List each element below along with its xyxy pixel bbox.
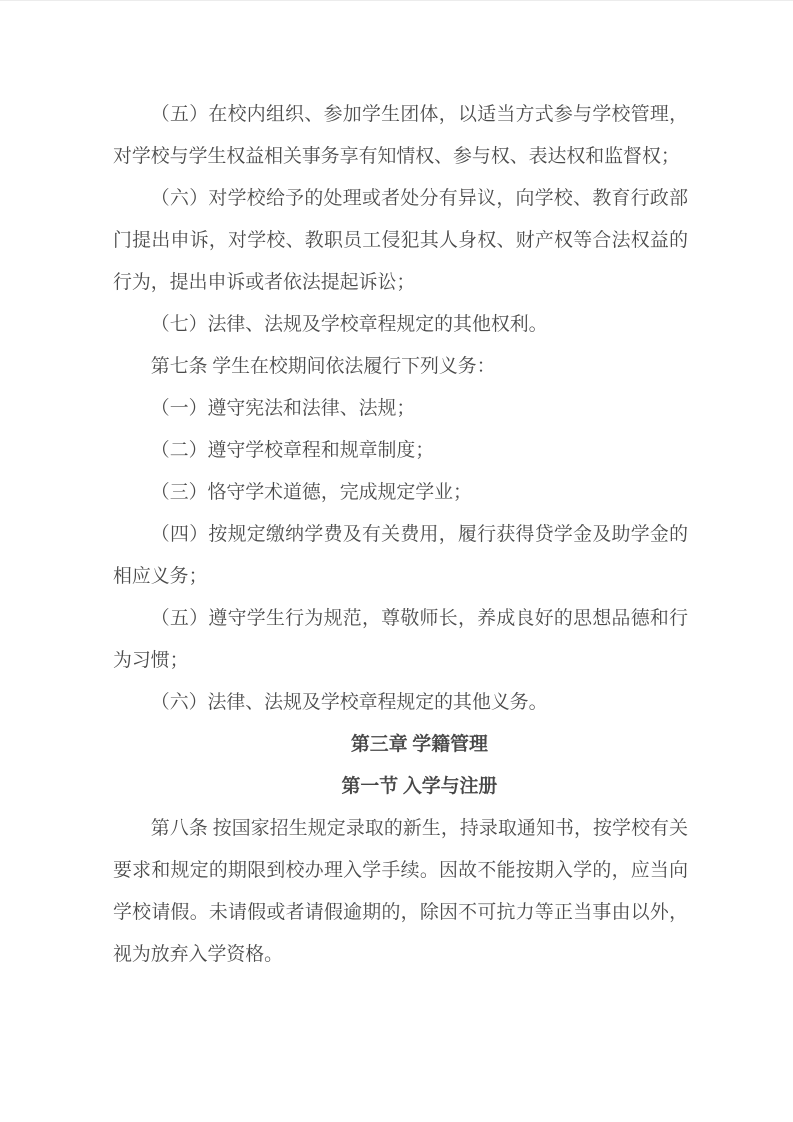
clause-rights-5: （五）在校内组织、参加学生团体，以适当方式参与学校管理，对学校与学生权益相关事务享有知情权、参与权、表达权和监督权； xyxy=(113,104,688,167)
duty-item-6: （六）法律、法规及学校章程规定的其他义务。 xyxy=(150,692,548,713)
page-content xyxy=(113,94,688,976)
duty-item-5: （五）遵守学生行为规范，尊敬师长，养成良好的思想品德和行为习惯； xyxy=(113,608,688,671)
duty-item-1: （一）遵守宪法和法律、法规； xyxy=(150,398,416,419)
section-1-heading: 第一节 入学与注册 xyxy=(341,776,498,797)
clause-rights-7: （七）法律、法规及学校章程规定的其他权利。 xyxy=(150,314,548,335)
chapter-3-heading: 第三章 学籍管理 xyxy=(350,734,488,755)
article-8: 第八条 按国家招生规定录取的新生，持录取通知书，按学校有关要求和规定的期限到校办理入学手续。因故不能按期入学的，应当向学校请假。未请假或者请假逾期的，除因不可抗力等正当事由以外，视为放弃入学资格。 xyxy=(113,818,688,965)
duty-item-2: （二）遵守学校章程和规章制度； xyxy=(150,440,435,461)
clause-rights-6: （六）对学校给予的处理或者处分有异议，向学校、教育行政部门提出申诉，对学校、教职员工侵犯其人身权、财产权等合法权益的行为，提出申诉或者依法提起诉讼； xyxy=(113,188,688,293)
article-7: 第七条 学生在校期间依法履行下列义务： xyxy=(150,356,496,377)
duty-item-4: （四）按规定缴纳学费及有关费用，履行获得贷学金及助学金的相应义务； xyxy=(113,524,688,587)
duty-item-3: （三）恪守学术道德，完成规定学业； xyxy=(150,482,472,503)
